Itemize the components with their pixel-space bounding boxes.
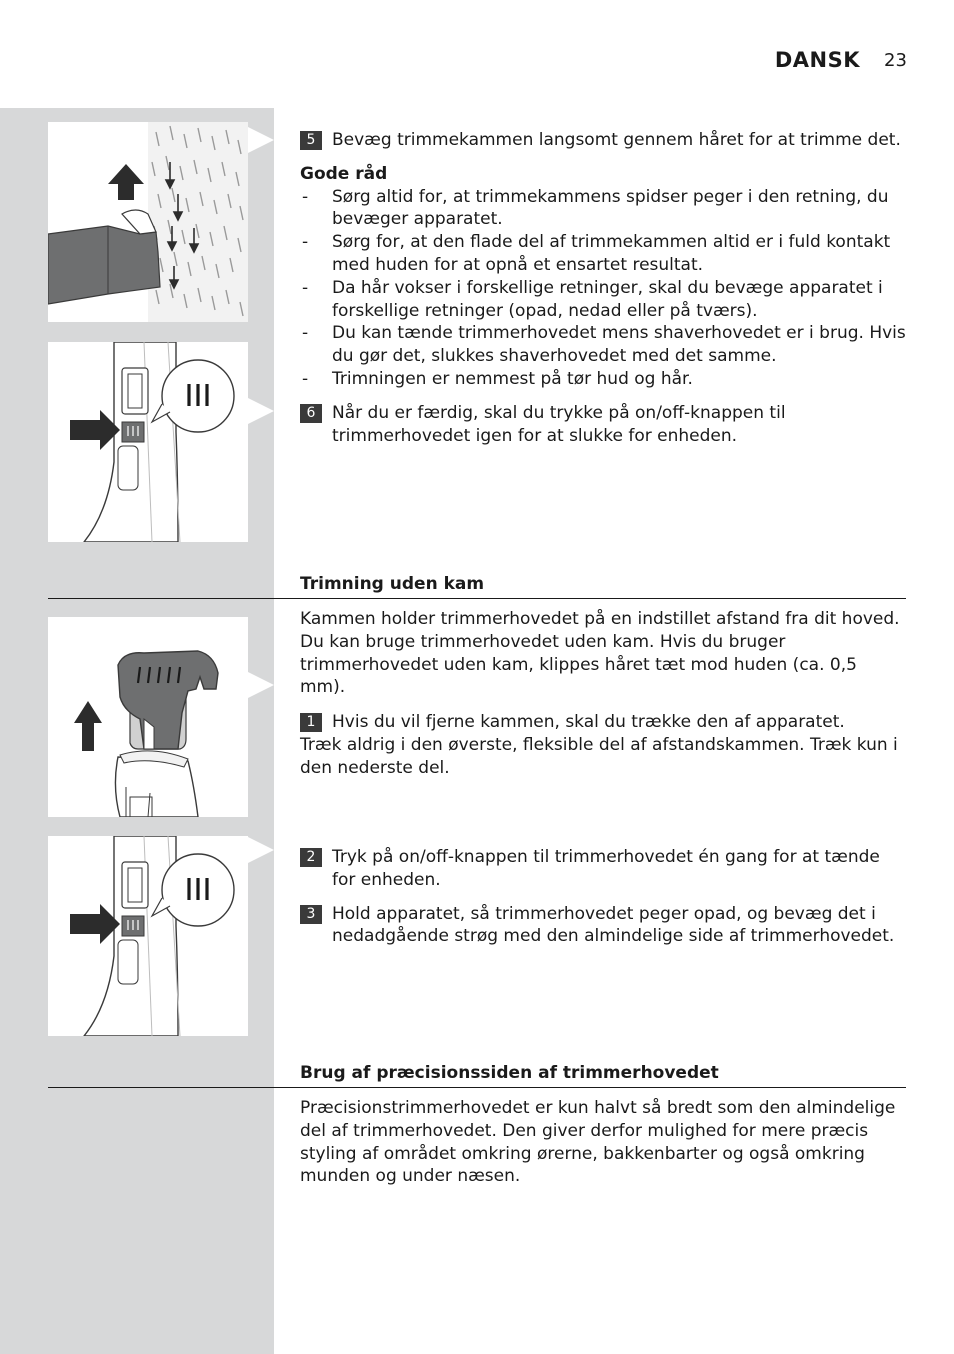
section-divider	[48, 598, 906, 599]
section-title-trimning-uden-kam: Trimning uden kam	[300, 574, 485, 594]
on-off-button-trimmer-icon	[48, 342, 248, 542]
section2-steps	[300, 846, 906, 948]
tip-item: - Sørg altid for, at trimmekammens spidser peger i den retning, du bevæger apparatet.	[300, 186, 906, 232]
section-title-precision-side: Brug af præcisionssiden af trimmerhovedet	[300, 1063, 719, 1083]
tip-item: - Du kan tænde trimmerhovedet mens shaverhovedet er i brug. Hvis du gør det, slukkes shaverhovedet med det samme.	[300, 322, 906, 368]
step-number-badge: 3	[300, 905, 322, 924]
intro-paragraph: Præcisionstrimmerhovedet er kun halvt så bredt som den almindelige del af trimmerhovedet. Den giver derfor mulighed for mere præcis styling af området omkring ørerne, bakkenbarter og også omkring munden og under næsen.	[300, 1098, 896, 1187]
tip-item: - Trimningen er nemmest på tør hud og hår.	[300, 368, 906, 391]
page-number: 23	[884, 50, 907, 71]
figure-pointer	[248, 127, 274, 153]
step-number-badge: 5	[300, 131, 322, 150]
tip-item: - Sørg for, at den flade del af trimmekammen altid er i fuld kontakt med huden for at opnå et ensartet resultat.	[300, 231, 906, 277]
section1-content	[300, 129, 906, 447]
section3-intro	[300, 1097, 906, 1188]
section-divider	[48, 1087, 906, 1088]
warning-note: Træk aldrig i den øverste, fleksible del af afstandskammen. Træk kun i den nederste del.	[300, 734, 898, 778]
intro-paragraph: Kammen holder trimmerhovedet på en indstillet afstand fra dit hoved. Du kan bruge trimmerhovedet uden kam. Hvis du bruger trimmerhovedet uden kam, klippes håret tæt mod huden (ca. 0,5 mm).	[300, 609, 900, 698]
step-number-badge: 2	[300, 848, 322, 867]
on-off-button-trimmer-icon	[48, 836, 248, 1036]
step-text: Tryk på on/off-knappen til trimmerhovedet én gang for at tænde for enheden.	[332, 847, 880, 890]
step-text: Når du er færdig, skal du trykke på on/off-knappen til trimmerhovedet igen for at slukke for enheden.	[332, 402, 786, 446]
figure-pointer	[248, 837, 274, 863]
remove-comb-icon	[48, 617, 248, 817]
step-6	[300, 402, 906, 448]
step-text: Hvis du vil fjerne kammen, skal du trække den af apparatet.	[332, 712, 845, 733]
step-3	[300, 903, 906, 949]
tip-item: - Da hår vokser i forskellige retninger, skal du bevæge apparatet i forskellige retninger (opad, nedad eller på tværs).	[300, 277, 906, 323]
trimming-hair-comb-icon	[48, 122, 248, 322]
step-2	[300, 846, 906, 892]
figure-pointer	[248, 398, 274, 424]
tips-title: Gode råd	[300, 163, 388, 184]
step-text: Bevæg trimmekammen langsomt gennem håret for at trimme det.	[332, 130, 901, 150]
step-1	[300, 711, 906, 734]
section2-intro	[300, 608, 906, 780]
tips-list	[300, 186, 906, 391]
language-label: DANSK	[774, 48, 860, 72]
step-5	[300, 129, 906, 152]
step-number-badge: 6	[300, 404, 322, 423]
step-text: Hold apparatet, så trimmerhovedet peger opad, og bevæg det i nedadgående strøg med den almindelige side af trimmerhovedet.	[332, 903, 895, 947]
figure-pointer	[248, 672, 274, 698]
step-number-badge: 1	[300, 713, 322, 732]
